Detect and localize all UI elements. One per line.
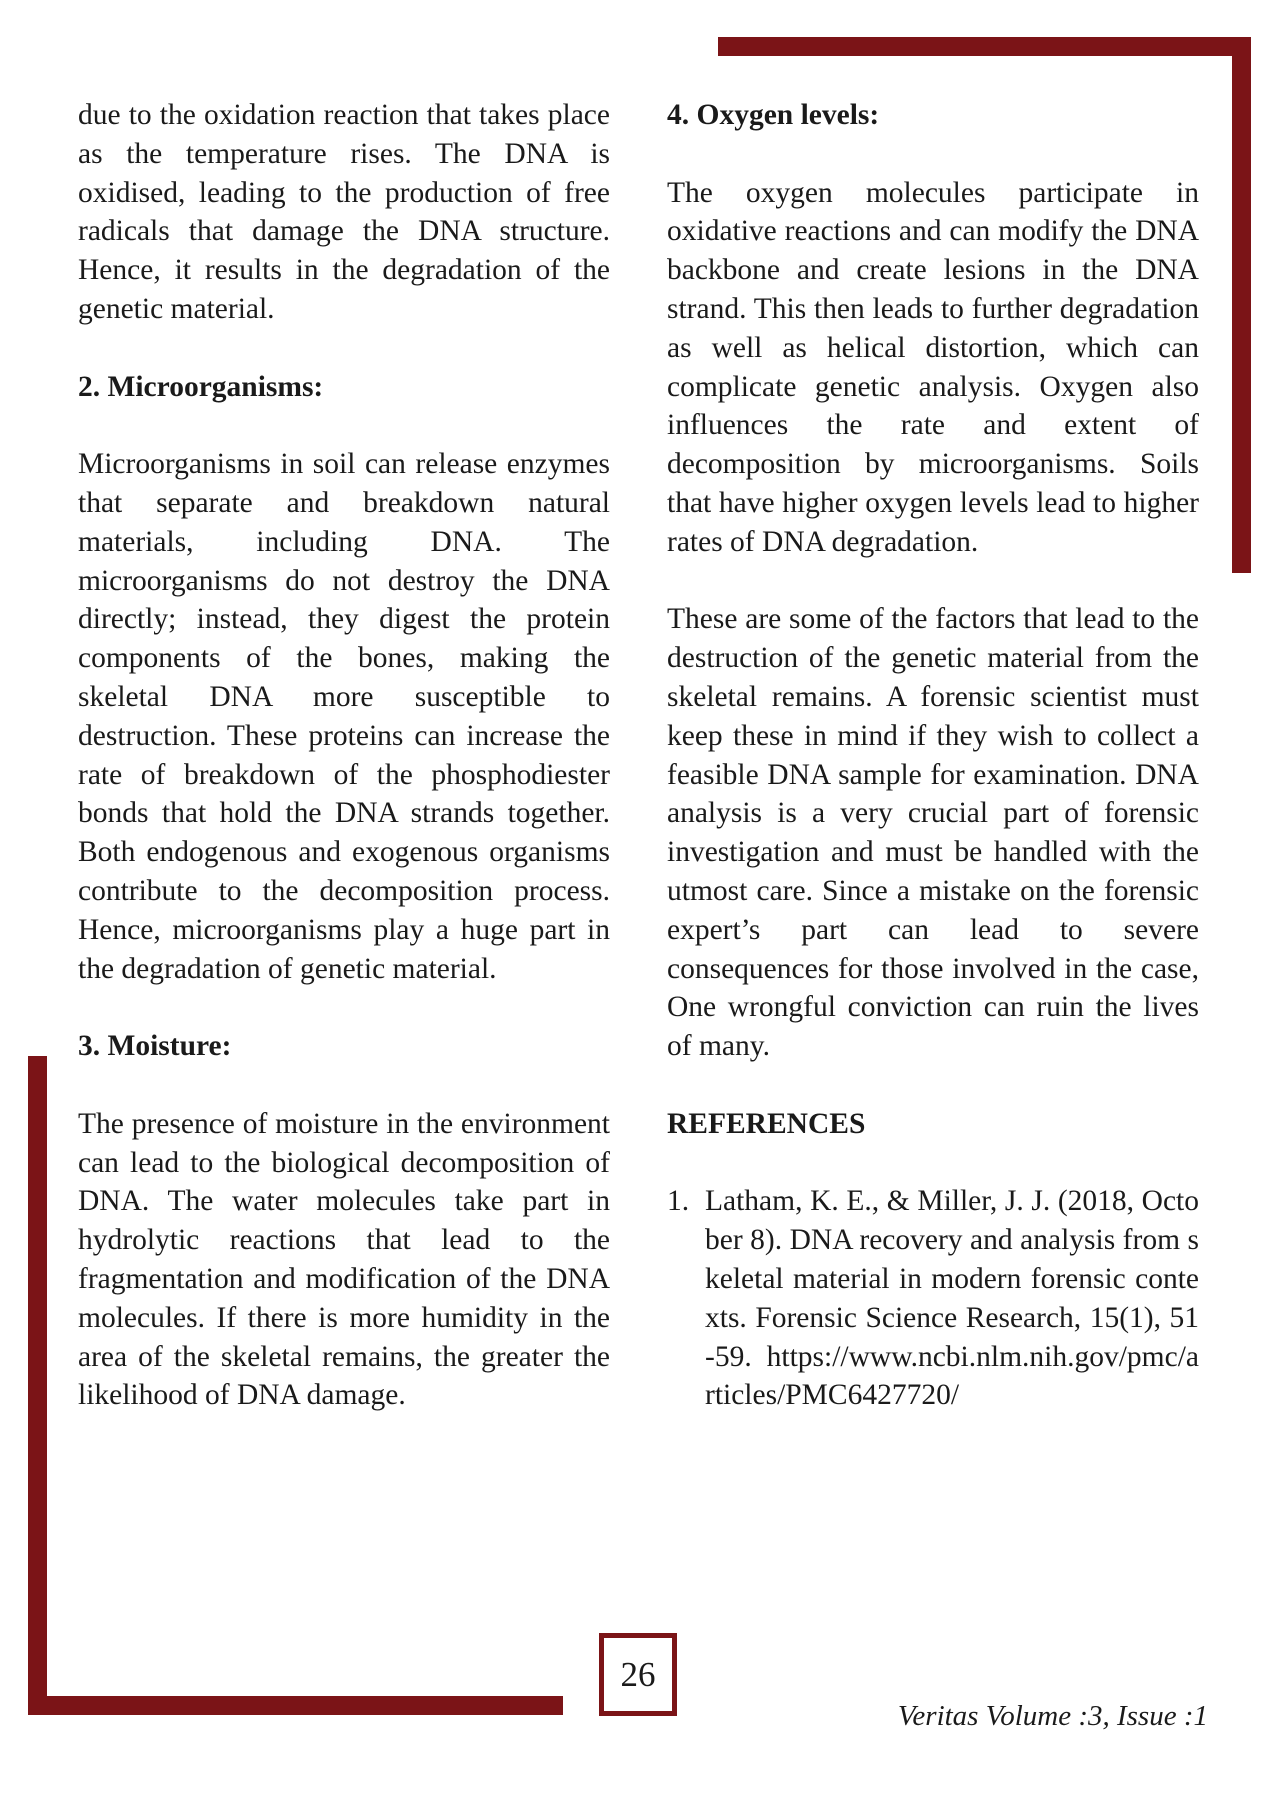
reference-number: 1.: [667, 1185, 690, 1218]
frame-bottom-bar: [28, 1696, 563, 1715]
frame-top-bar: [718, 37, 1251, 56]
moisture-heading: 3. Moisture:: [78, 1030, 232, 1063]
intro-paragraph: due to the oxidation reaction that takes place as the temperature rises. The DNA is oxidised, leading to the production of free radicals that damage the DNA structure. Hence, it results in the degradation of the genetic material.: [78, 99, 610, 325]
footer-issue: Veritas Volume :3, Issue :1: [897, 1700, 1208, 1732]
frame-left-bar: [28, 1056, 47, 1715]
page-number-text: 26: [620, 1654, 656, 1694]
references-list: [667, 1182, 1199, 1415]
moisture-paragraph: The presence of moisture in the environment can lead to the biological decomposition of DNA. The water molecules take part in hydrolytic reactions that lead to the fragmentation and modification of the DNA molecules. If there is more humidity in the area of the skeletal remains, the greater the likelihood of DNA damage.: [78, 1107, 610, 1412]
oxygen-heading: 4. Oxygen levels:: [667, 99, 880, 131]
right-column: [667, 96, 1199, 1415]
microorganisms-heading: 2. Microorganisms:: [78, 370, 324, 403]
reference-item: [667, 1182, 1199, 1415]
reference-text: Latham, K. E., & Miller, J. J. (2018, October 8). DNA recovery and analysis from skeletal material in modern forensic contexts. Forensic Science Research, 15(1), 51-59. https://www.ncbi.nlm.nih.gov/pmc/articles/PMC6427720/: [705, 1185, 1199, 1412]
frame-right-bar: [1232, 37, 1251, 573]
microorganisms-paragraph: Microorganisms in soil can release enzymes that separate and breakdown natural materials, including DNA. The microorganisms do not destroy the DNA directly; instead, they digest the protein components of the bones, making the skeletal DNA more susceptible to destruction. These proteins can increase the rate of breakdown of the phosphodiester bonds that hold the DNA strands together. Both endogenous and exogenous organisms contribute to the decomposition process. Hence, microorganisms play a huge part in the degradation of genetic material.: [78, 448, 610, 985]
references-heading: REFERENCES: [667, 1107, 866, 1140]
left-column: [78, 96, 610, 1415]
oxygen-paragraph: The oxygen molecules participate in oxidative reactions and can modify the DNA backbone and create lesions in the DNA strand. This then leads to further degradation as well as helical distortion, which can complicate genetic analysis. Oxygen also influences the rate and extent of decomposition by microorganisms. Soils that have higher oxygen levels lead to higher rates of DNA degradation.: [667, 176, 1199, 558]
conclusion-paragraph: These are some of the factors that lead to the destruction of the genetic material from the skeletal remains. A forensic scientist must keep these in mind if they wish to collect a feasible DNA sample for examination. DNA analysis is a very crucial part of forensic investigation and must be handled with the utmost care. Since a mistake on the forensic expert’s part can lead to severe consequences for those involved in the case, One wrongful conviction can ruin the lives of many.: [667, 603, 1199, 1063]
page-number: [599, 1633, 677, 1716]
